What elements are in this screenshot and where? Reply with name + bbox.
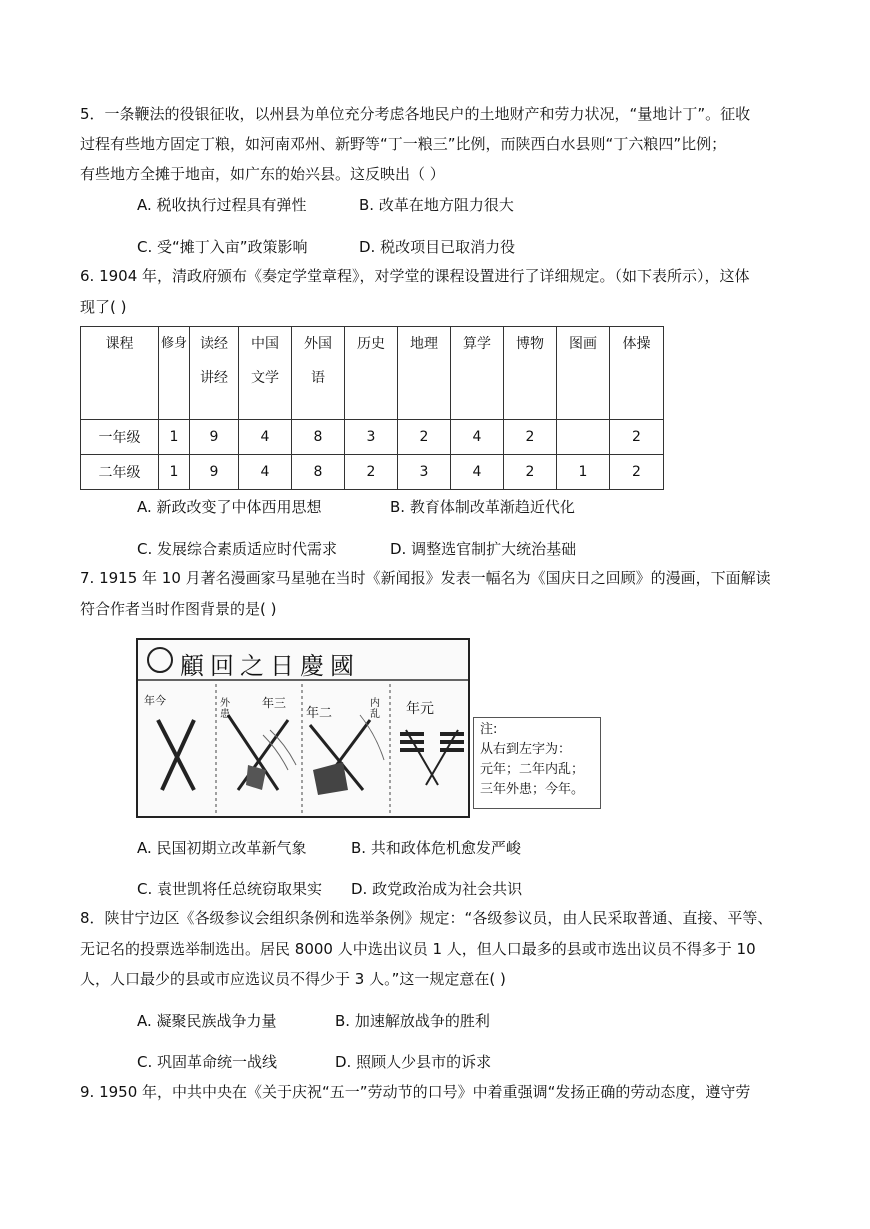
q6-line-1: 6. 1904 年，清政府颁布《奏定学堂章程》，对学堂的课程设置进行了详细规定。（如下表所示），这体 [80,267,750,285]
table-cell: 4 [451,455,504,490]
table-cell: 3 [398,455,451,490]
q8-option-c[interactable]: C. 巩固革命统一战线 [137,1053,278,1071]
table-header-cell: 博物 [504,327,557,420]
table-cell: 3 [345,420,398,455]
q5-line-3: 有些地方全摊于地亩，如广东的始兴县。这反映出（ ） [80,165,445,183]
table-row [81,420,664,455]
note-line: 从右到左字为： [480,742,572,757]
national-day-cartoon [136,638,470,818]
q8-line-1: 8．陕甘宁边区《各级参议会组织条例和选举条例》规定：“各级参议员，由人民采取普通、直接、平等、 [80,909,773,927]
table-cell: 2 [504,420,557,455]
q9-line-1: 9. 1950 年，中共中央在《关于庆祝“五一”劳动节的口号》中着重强调“发扬正确的劳动态度，遵守劳 [80,1083,751,1101]
course-table [80,326,664,490]
table-cell: 2 [610,420,664,455]
table-cell: 8 [292,455,345,490]
table-cell: 1 [159,420,190,455]
table-header-cell: 外国语 [292,327,345,420]
q5-line-1: 5．一条鞭法的役银征收，以州县为单位充分考虑各地民户的土地财产和劳力状况，“量地计丁”。征收 [80,105,751,123]
q7-option-a[interactable]: A. 民国初期立改革新气象 [137,839,307,857]
table-cell: 2 [504,455,557,490]
q7-option-b[interactable]: B. 共和政体危机愈发严峻 [351,839,521,857]
cartoon-label-civil: 内乱 [370,698,380,720]
q5-option-c[interactable]: C. 受“摊丁入亩”政策影响 [137,238,308,256]
table-cell: 1 [557,455,610,490]
q5-option-a[interactable]: A. 税收执行过程具有弹性 [137,196,307,214]
q7-option-d[interactable]: D. 政党政治成为社会共识 [351,880,523,898]
table-cell: 4 [451,420,504,455]
cartoon-label-today: 年今 [144,694,166,707]
q5-line-2: 过程有些地方固定丁粮，如河南邓州、新野等“丁一粮三”比例，而陕西白水县则“丁六粮四”比例； [80,135,727,153]
table-header-label: 课程 [81,327,159,420]
cartoon-title: 國慶日之回顧 [180,652,360,680]
table-header-cell: 体操 [610,327,664,420]
note-line: 注: [480,722,498,737]
cartoon-label-foreign: 外患 [220,698,230,720]
table-cell: 4 [239,455,292,490]
row-label: 二年级 [81,455,159,490]
q8-option-d[interactable]: D. 照顾人少县市的诉求 [335,1053,492,1071]
table-header-cell: 算学 [451,327,504,420]
cartoon-label-year2: 年二 [306,706,333,721]
note-line: 三年外患；今年。 [480,782,585,797]
q6-line-2: 现了( ) [80,298,127,316]
q8-line-2: 无记名的投票选举制选出。居民 8000 人中选出议员 1 人，但人口最多的县或市选出议员不得多于 10 [80,940,756,958]
q8-option-a[interactable]: A. 凝聚民族战争力量 [137,1012,277,1030]
table-header-cell: 读经讲经 [190,327,239,420]
q6-option-b[interactable]: B. 教育体制改革渐趋近代化 [390,498,575,516]
q6-option-d[interactable]: D. 调整选官制扩大统治基础 [390,540,577,558]
table-cell: 2 [398,420,451,455]
table-cell [557,420,610,455]
table-cell: 2 [610,455,664,490]
table-header-cell: 地理 [398,327,451,420]
row-label: 一年级 [81,420,159,455]
cartoon-label-year3: 年三 [262,696,287,710]
q6-option-c[interactable]: C. 发展综合素质适应时代需求 [137,540,338,558]
q8-option-b[interactable]: B. 加速解放战争的胜利 [335,1012,490,1030]
table-row [81,455,664,490]
table-cell: 9 [190,455,239,490]
q5-option-b[interactable]: B. 改革在地方阻力很大 [359,196,514,214]
table-cell: 9 [190,420,239,455]
table-header-cell: 修身 [159,327,190,420]
q6-option-a[interactable]: A. 新政改变了中体西用思想 [137,498,322,516]
q5-option-d[interactable]: D. 税改项目已取消力役 [359,238,516,256]
note-line: 元年；二年内乱； [480,762,585,777]
q7-option-c[interactable]: C. 袁世凯将任总统窃取果实 [137,880,323,898]
table-cell: 8 [292,420,345,455]
cartoon-note [473,717,601,809]
q8-line-3: 人，人口最少的县或市应选议员不得少于 3 人。”这一规定意在( ) [80,970,506,988]
q7-line-1: 7. 1915 年 10 月著名漫画家马星驰在当时《新闻报》发表一幅名为《国庆日之回顾》的漫画，下面解读 [80,569,771,587]
table-header-row [81,327,664,420]
cartoon-label-year1: 年元 [406,701,434,717]
q7-line-2: 符合作者当时作图背景的是( ) [80,600,277,618]
table-header-cell: 历史 [345,327,398,420]
table-header-cell: 图画 [557,327,610,420]
table-cell: 2 [345,455,398,490]
table-cell: 4 [239,420,292,455]
table-header-cell: 中国文学 [239,327,292,420]
table-cell: 1 [159,455,190,490]
